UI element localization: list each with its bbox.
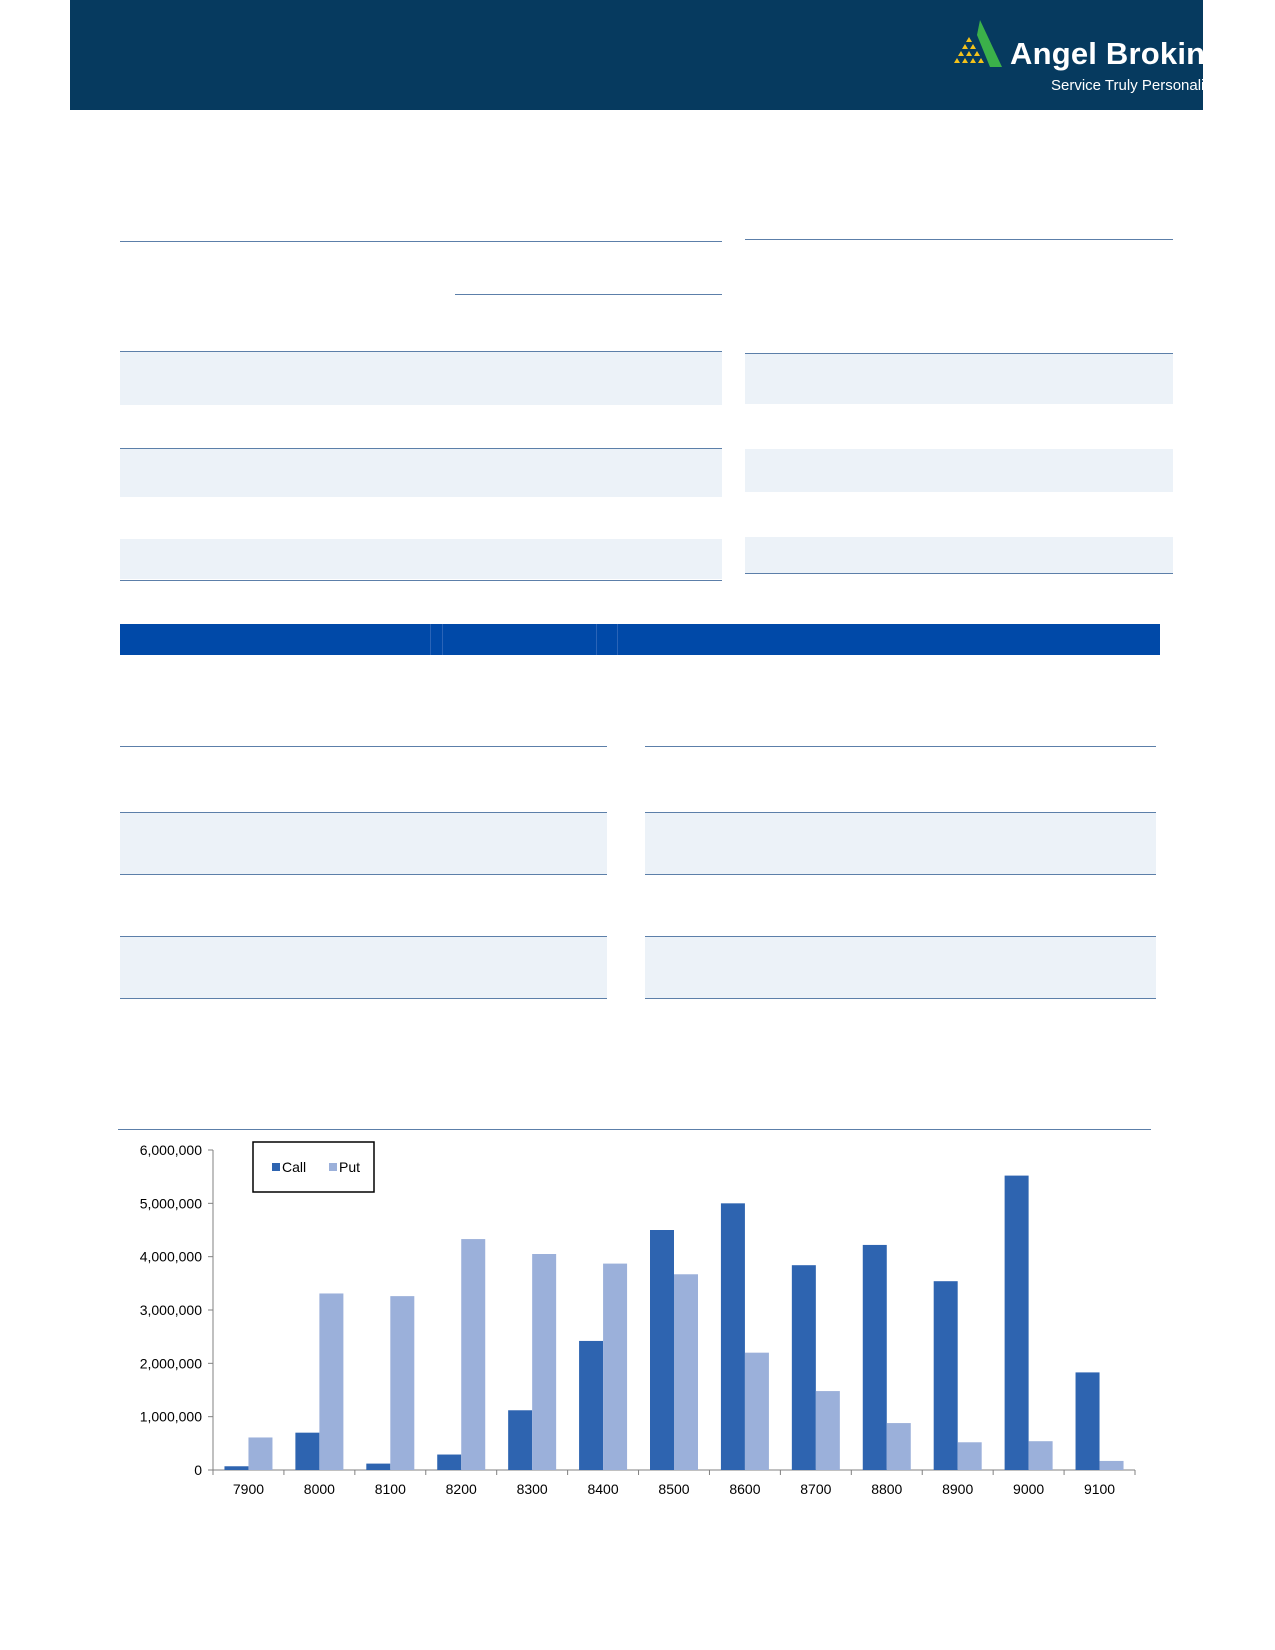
call-bar xyxy=(721,1203,745,1470)
table-rule xyxy=(455,294,722,295)
call-bar xyxy=(295,1433,319,1470)
page-header xyxy=(70,0,1233,110)
y-tick-label: 1,000,000 xyxy=(139,1408,202,1425)
y-tick-label: 6,000,000 xyxy=(139,1142,202,1158)
call-bar xyxy=(1076,1372,1100,1470)
table-row xyxy=(120,539,722,579)
x-tick-label: 8700 xyxy=(800,1481,832,1497)
table-row xyxy=(120,813,607,874)
put-bar xyxy=(958,1442,982,1470)
y-tick-label: 0 xyxy=(194,1462,202,1478)
table-rule xyxy=(645,998,1156,999)
put-bar xyxy=(887,1423,911,1470)
put-bar xyxy=(248,1437,272,1470)
table-rule xyxy=(745,239,1173,240)
call-bar xyxy=(650,1230,674,1470)
registered-mark: ® xyxy=(1225,40,1233,50)
table-rule xyxy=(120,746,607,747)
legend-label: Call xyxy=(282,1159,307,1175)
x-tick-label: 8000 xyxy=(303,1481,335,1497)
table-row xyxy=(745,354,1173,404)
put-bar xyxy=(390,1296,414,1470)
y-tick-label: 4,000,000 xyxy=(139,1248,202,1265)
x-tick-label: 8300 xyxy=(516,1481,548,1497)
y-tick-label: 2,000,000 xyxy=(139,1355,202,1372)
call-bar xyxy=(508,1410,532,1470)
put-bar xyxy=(745,1353,769,1470)
y-tick-label: 5,000,000 xyxy=(139,1195,202,1212)
call-bar xyxy=(934,1281,958,1470)
x-tick-label: 8200 xyxy=(445,1481,477,1497)
call-bar xyxy=(366,1464,390,1470)
x-tick-label: 8800 xyxy=(871,1481,903,1497)
call-bar xyxy=(579,1341,603,1470)
table-row xyxy=(745,449,1173,492)
x-tick-label: 8600 xyxy=(729,1481,761,1497)
table-row xyxy=(745,537,1173,573)
call-bar xyxy=(792,1265,816,1470)
table-rule xyxy=(745,573,1173,574)
put-bar xyxy=(816,1391,840,1470)
x-tick-label: 8100 xyxy=(374,1481,406,1497)
table-rule xyxy=(645,746,1156,747)
table-row xyxy=(120,449,722,497)
y-tick-label: 3,000,000 xyxy=(139,1302,202,1318)
table-row xyxy=(120,937,607,998)
call-bar xyxy=(437,1455,461,1470)
table-row xyxy=(645,813,1156,874)
put-bar xyxy=(461,1239,485,1470)
x-tick-label: 8500 xyxy=(658,1481,690,1497)
call-bar xyxy=(224,1466,248,1470)
brand-name: Angel Broking® xyxy=(1010,36,1233,71)
section-bar-divider xyxy=(596,624,597,655)
triangle-pyramid-logo-icon xyxy=(946,18,1006,73)
x-tick-label: 9100 xyxy=(1083,1481,1116,1497)
put-bar xyxy=(1100,1461,1124,1470)
put-bar xyxy=(1029,1441,1053,1470)
legend-label: Put xyxy=(339,1159,361,1175)
open-interest-bar-chart xyxy=(110,1125,1160,1515)
section-bar-divider xyxy=(430,624,431,655)
put-bar xyxy=(532,1254,556,1470)
section-bar-divider xyxy=(617,624,618,655)
call-bar xyxy=(1005,1176,1029,1470)
put-bar xyxy=(319,1293,343,1470)
table-rule xyxy=(120,874,607,875)
section-header-bar xyxy=(120,624,1160,655)
table-rule xyxy=(120,580,722,581)
table-rule xyxy=(120,998,607,999)
put-bar xyxy=(674,1274,698,1470)
put-bar xyxy=(603,1264,627,1470)
x-tick-label: 8900 xyxy=(942,1481,974,1497)
table-rule xyxy=(120,241,722,242)
x-tick-label: 8400 xyxy=(587,1481,619,1497)
legend-swatch xyxy=(272,1163,280,1171)
table-row xyxy=(120,352,722,405)
angel-broking-logo xyxy=(946,18,1246,98)
x-tick-label: 7900 xyxy=(232,1481,265,1497)
legend-swatch xyxy=(329,1163,337,1171)
call-bar xyxy=(863,1245,887,1470)
x-tick-label: 9000 xyxy=(1013,1481,1045,1497)
table-rule xyxy=(645,874,1156,875)
table-row xyxy=(645,937,1156,998)
brand-tagline: Service Truly Personalized xyxy=(1051,77,1229,94)
section-bar-divider xyxy=(442,624,443,655)
